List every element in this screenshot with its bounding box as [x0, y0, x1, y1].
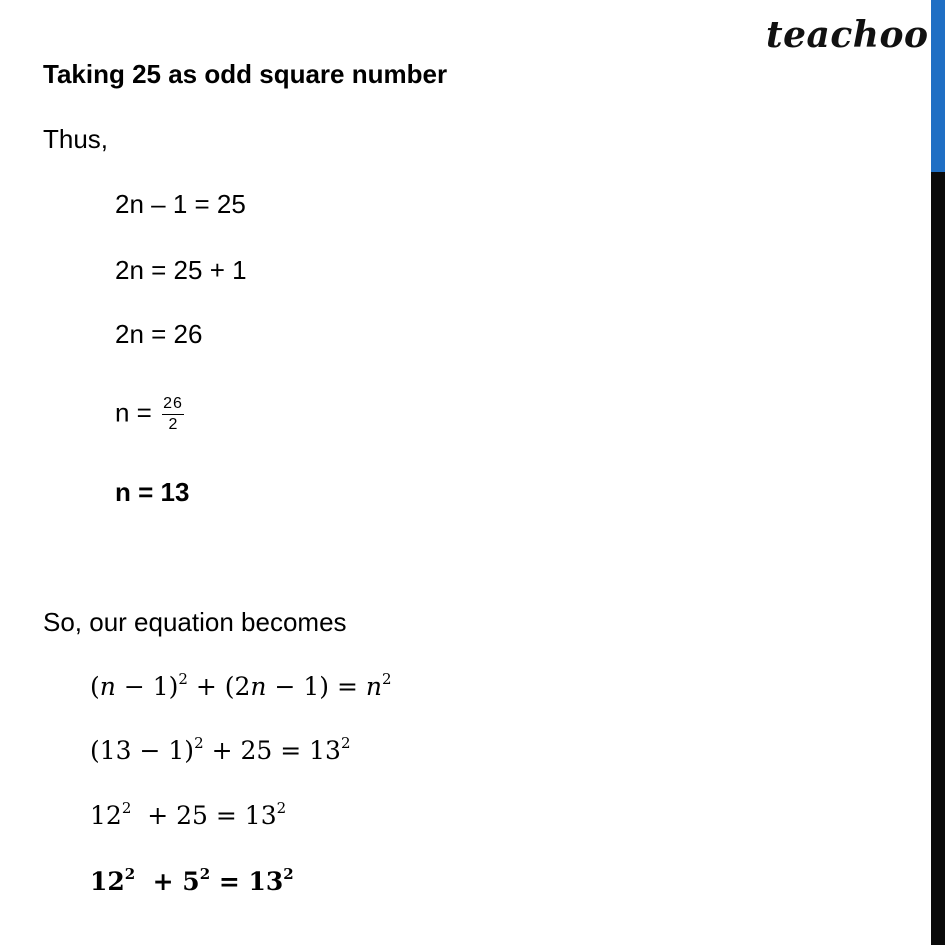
fraction-lhs: n =: [115, 397, 152, 428]
eq1-part: + (2: [187, 672, 251, 701]
eq2-exp: 2: [194, 734, 204, 752]
eq4-exp: 2: [199, 865, 211, 883]
eq3-part: 12: [90, 801, 122, 830]
eq1-exp: 2: [381, 670, 392, 688]
equation-intro: So, our equation becomes: [43, 607, 347, 637]
eq1-part: − 1): [115, 672, 179, 701]
step-3: 2n = 26: [115, 319, 203, 349]
equation-2: [90, 735, 350, 767]
eq1-var: n: [250, 672, 267, 701]
result-n: n = 13: [115, 477, 190, 507]
eq3-exp: 2: [121, 799, 132, 817]
eq4-part: + 5: [135, 867, 200, 896]
eq1-part: − 1) =: [266, 672, 366, 701]
equation-3: [90, 800, 286, 832]
eq3-part: + 25 = 13: [131, 801, 277, 830]
eq2-part: + 25 = 13: [203, 736, 341, 765]
eq1-exp: 2: [178, 670, 188, 688]
eq2-part: (13 − 1): [90, 736, 195, 765]
thus-text: Thus,: [43, 124, 109, 154]
eq1-var: n: [99, 672, 116, 701]
eq4-part: = 13: [210, 867, 284, 896]
fraction-step: [115, 394, 184, 435]
eq4-exp: 2: [124, 865, 136, 883]
eq4-part: 12: [90, 867, 125, 896]
eq4-exp: 2: [283, 865, 294, 883]
fraction: [162, 394, 184, 435]
eq2-exp: 2: [340, 734, 351, 752]
equation-1: [90, 671, 392, 703]
heading: Taking 25 as odd square number: [43, 59, 448, 89]
eq3-exp: 2: [276, 799, 287, 817]
teachoo-logo: teachoo: [766, 14, 929, 56]
scroll-indicator: [931, 0, 945, 172]
fraction-numerator: 26: [162, 394, 184, 415]
step-1: 2n – 1 = 25: [115, 189, 246, 219]
equation-4: [90, 866, 294, 898]
right-edge-bar: [931, 0, 945, 945]
fraction-denominator: 2: [168, 416, 178, 433]
step-2: 2n = 25 + 1: [115, 255, 247, 285]
eq1-part: (: [90, 672, 100, 701]
eq1-var: n: [365, 672, 382, 701]
